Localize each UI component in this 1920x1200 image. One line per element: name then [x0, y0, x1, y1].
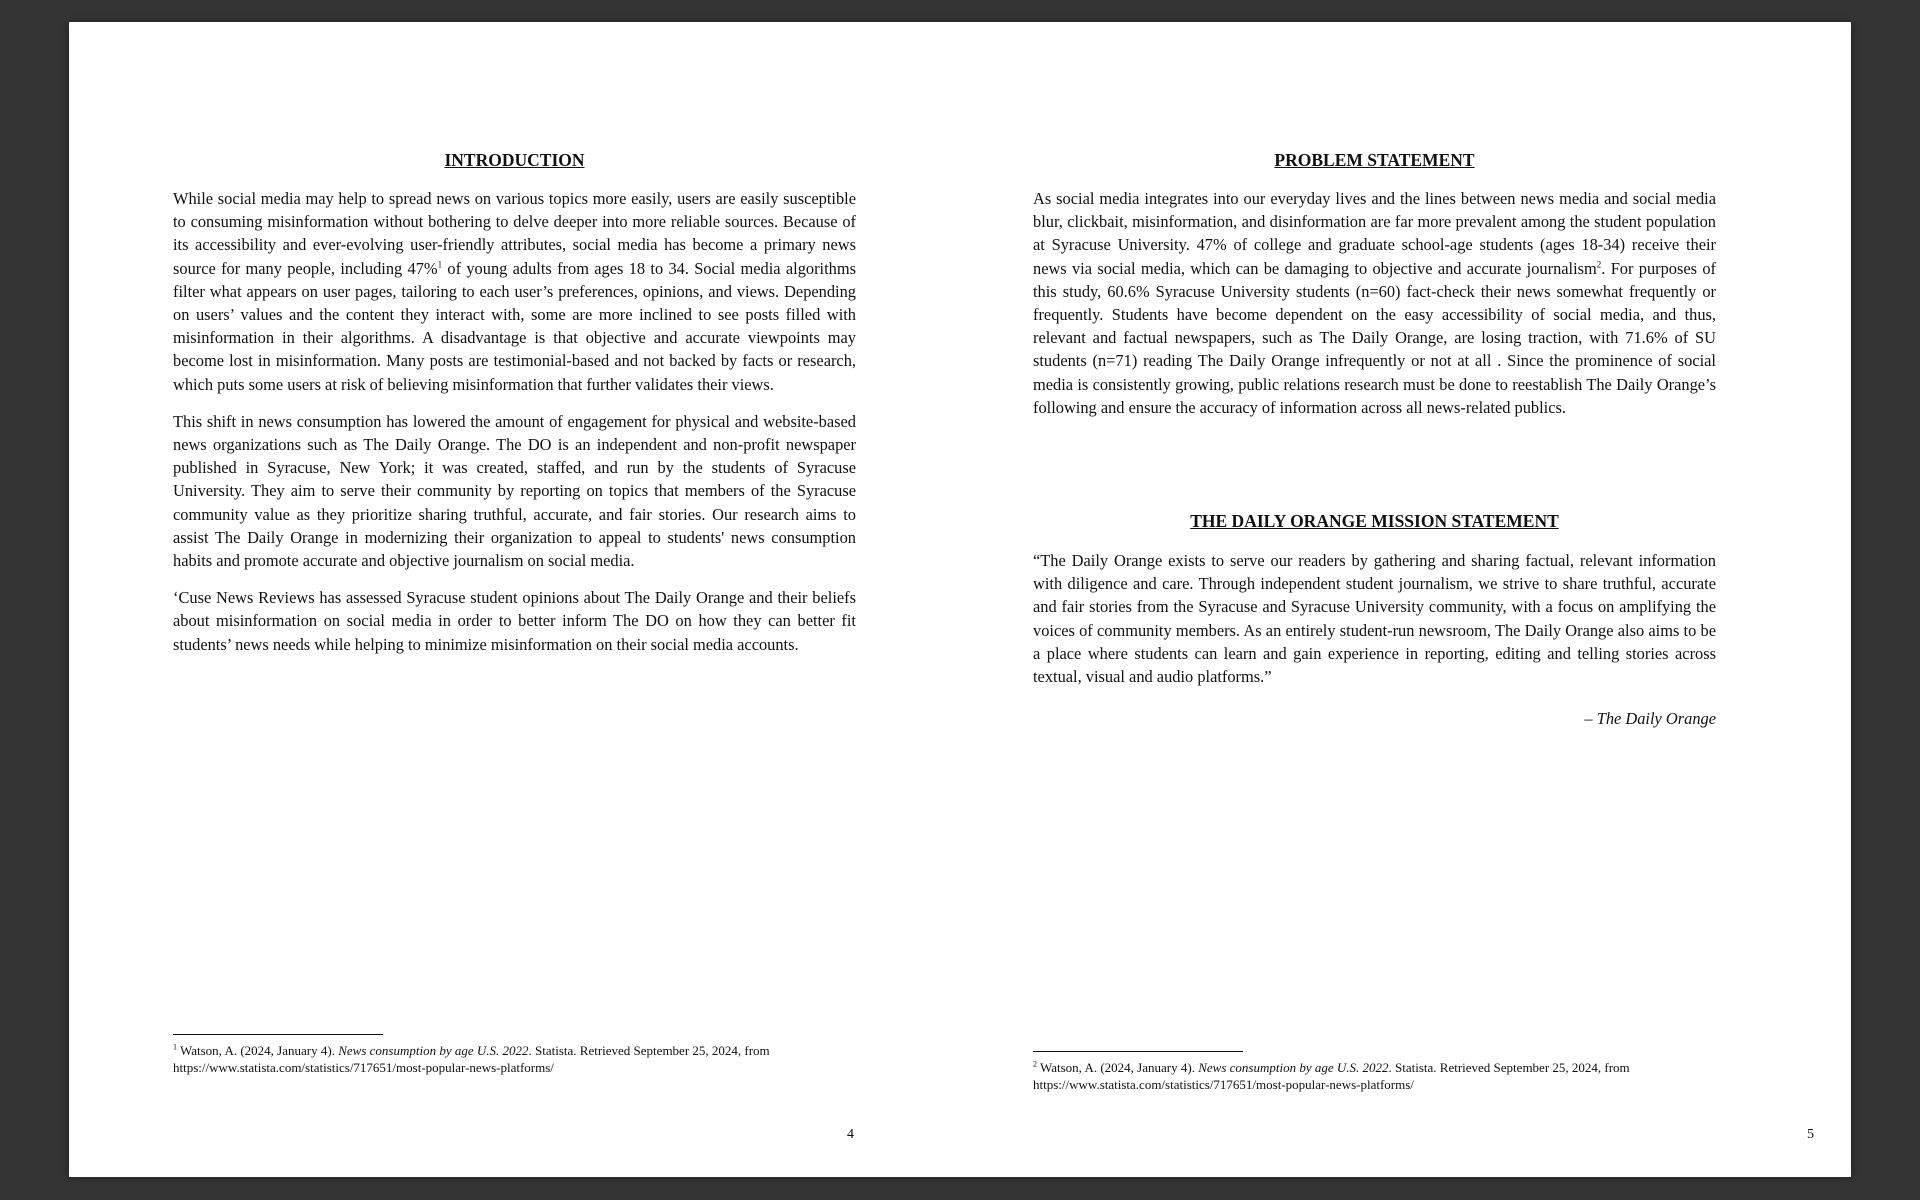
footnote-area-2 [1033, 1051, 1716, 1093]
intro-paragraph-3: ‘Cuse News Reviews has assessed Syracuse student opinions about The Daily Orange and their beliefs about misinformation on social media in order to better inform The DO on how they can better fit students’ news needs while helping to minimize misinformation on their social media accounts. [173, 588, 856, 654]
problem-statement-paragraph: As social media integrates into our everyday lives and the lines between news media and social media blur, clickbait, misinformation, and disinformation are far more prevalent among the student population at Syracuse University. 47% of college and graduate school-age students (ages 18-34) receive their news via social media, which can be damaging to objective and accurate journalism$^2$. For purposes of this study, 60.6% Syracuse University students (n=60) fact-check their news somewhat frequently or frequently. Students have become dependent on the easy accessibility of social media, and thus, relevant and factual newspapers, such as The Daily Orange, are losing traction, with 71.6% of SU students (n=71) reading The Daily Orange infrequently or not at all . Since the prominence of social media is consistently growing, public relations research must be done to reestablish The Daily Orange’s following and ensure the accuracy of information across all news-related publics. [1033, 189, 1716, 417]
intro-paragraph-2: This shift in news consumption has lowered the amount of engagement for physical and website-based news organizations such as The Daily Orange. The DO is an independent and non-profit newspaper published in Syracuse, New York; it was created, staffed, and run by the students of Syracuse University. They aim to serve their community by reporting on topics that members of the Syracuse community value as they prioritize sharing truthful, accurate, and fair stories. Our research aims to assist The Daily Orange in modernizing their organization to appeal to students' news consumption habits and promote accurate and objective journalism on social media. [173, 411, 856, 571]
mission-statement-attribution: – The Daily Orange [1584, 709, 1716, 729]
page-number-5: 5 [1807, 1127, 1814, 1142]
page-spread [69, 22, 1851, 1177]
page-4 [69, 22, 960, 1177]
page-number-4: 4 [847, 1127, 854, 1142]
introduction-heading: INTRODUCTION [444, 150, 585, 170]
footnote-ref-1[interactable]: 1 [437, 259, 443, 270]
intro-paragraph-1: While social media may help to spread news on various topics more easily, users are easily susceptible to consuming misinformation without bothering to delve deeper into more reliable sources. Because of its accessibility and ever-evolving user-friendly attributes, social media has become a primary news source for many people, including 47%$^1$ of young adults from ages 18 to 34. Social media algorithms filter what appears on user pages, tailoring to each user’s preferences, opinions, and views. Depending on users’ values and the content they interact with, some are more inclined to see posts filled with misinformation in their algorithms. A disadvantage is that objective and accurate viewpoints may become lost in misinformation. Many posts are testimonial-based and not backed by facts or research, which puts some users at risk of believing misinformation that further validates their views. [173, 189, 856, 394]
mission-statement-heading: THE DAILY ORANGE MISSION STATEMENT [1190, 511, 1559, 531]
mission-statement-section [1033, 510, 1716, 730]
footnote-separator [1033, 1051, 1243, 1052]
page-5 [960, 22, 1851, 1177]
footnote-1: $^1$ Watson, A. (2024, January 4). News consumption by age U.S. 2022. Statista. Retrieved September 25, 2024, from https://www.statista.com/statistics/717651/most-popular-news-platforms/ [173, 1042, 770, 1075]
footnote-separator [173, 1034, 383, 1035]
footnote-area-1 [173, 1034, 856, 1076]
footnote-ref-2[interactable]: 2 [1596, 259, 1602, 270]
problem-statement-heading: PROBLEM STATEMENT [1274, 150, 1475, 170]
problem-statement-section [1033, 149, 1716, 433]
introduction-section [173, 149, 856, 670]
mission-statement-quote: “The Daily Orange exists to serve our readers by gathering and sharing factual, relevant information with diligence and care. Through independent student journalism, we strive to share truthful, accurate and fair stories from the Syracuse and Syracuse University community, with a focus on amplifying the voices of community members. As an entirely student-run newsroom, The Daily Orange also aims to be a place where students can learn and gain experience in reporting, editing and telling stories across textual, visual and audio platforms.” [1033, 551, 1716, 687]
footnote-2: $^2$ Watson, A. (2024, January 4). News consumption by age U.S. 2022. Statista. Retrieved September 25, 2024, from https://www.statista.com/statistics/717651/most-popular-news-platforms/ [1033, 1059, 1630, 1092]
